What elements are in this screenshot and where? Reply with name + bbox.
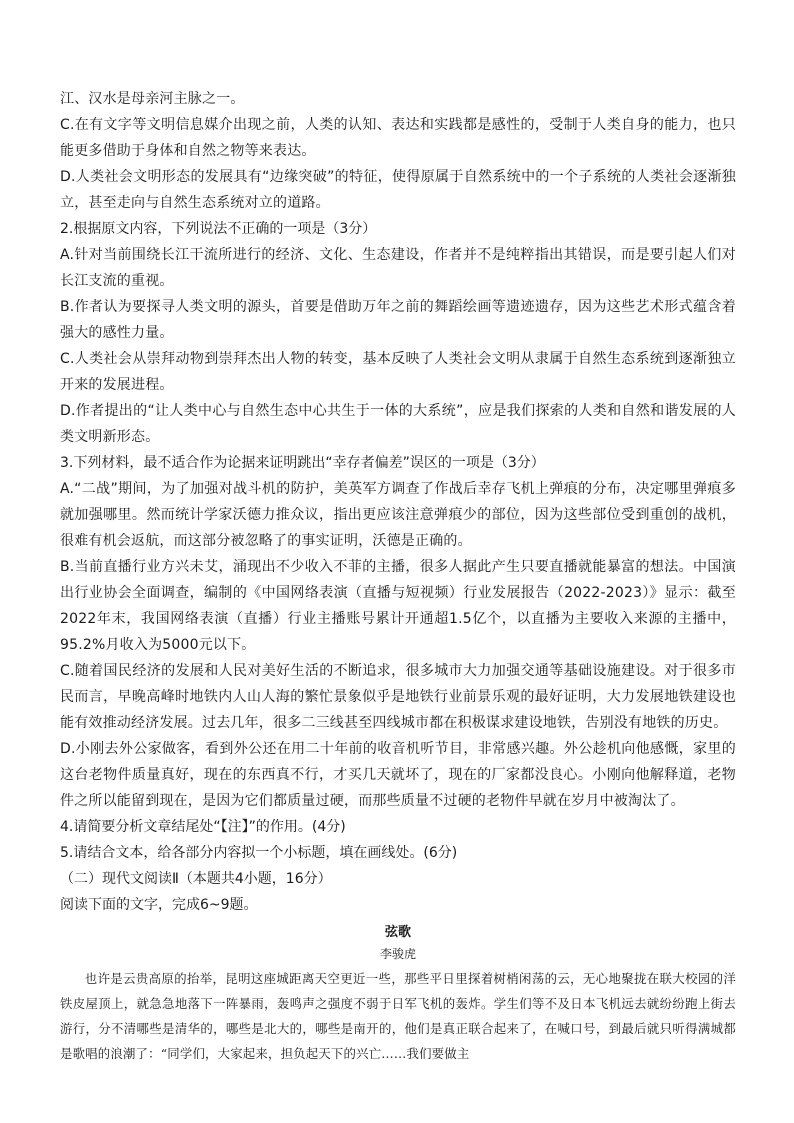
question-5: 5.请结合文本，给各部分内容拟一个小标题，填在画线处。(6分) xyxy=(60,845,458,861)
story-paragraph: 也许是云贵高原的抬举，昆明这座城距离天空更近一些，那些平日里探着树梢闲荡的云，无心地聚拢在联大校园的洋铁皮屋顶上，就急急地落下一阵暴雨，轰鸣声之强度不弱于日军飞机的轰炸。学生们等不及日本飞机远去就纷纷跑上街去游行，分不清哪些是清华的，哪些是北大的，哪些是南开的，他们是真正联合起来了，在喊口号，到最后就只听得满城都是歌唱的浪潮了：“同学们，大家起来，担负起天下的兴亡……我们要做主 xyxy=(60,971,736,1061)
option-b2: B.作者认为要探寻人类文明的源头，首要是借助万年之前的舞蹈绘画等遗迹遗存，因为这些艺术形式蕴含着强大的感性力量。 xyxy=(60,299,736,341)
story-title: 弦歌 xyxy=(384,925,411,940)
question-3: 3.下列材料，最不适合作为论据来证明跳出“幸存者偏差”误区的一项是（3分） xyxy=(60,455,545,471)
option-d1: D.人类社会文明形态的发展具有“边缘突破”的特征，使得原属于自然系统中的一个子系统的人类社会逐渐独立，甚至走向与自然生态系统对立的道路。 xyxy=(60,169,736,211)
option-d3: D.小刚去外公家做客，看到外公还在用二十年前的收音机听节目，非常感兴趣。外公趁机向他感慨，家里的这台老物件质量真好，现在的东西真不行，才买几天就坏了，现在的厂家都没良心。小刚向他解释道，老物件之所以能留到现在，是因为它们都质量过硬，而那些质量不过硬的老物件早就在岁月中被淘汰了。 xyxy=(60,741,736,809)
option-b3: B.当前直播行业方兴未艾，涌现出不少收入不菲的主播，很多人据此产生只要直播就能暴富的想法。中国演出行业协会全面调查，编制的《中国网络表演（直播与短视频）行业发展报告（2022-2023）》显示：截至2022年末，我国网络表演（直播）行业主播账号累计开通超1.5亿个，以直播为主要收入来源的主播中，95.2%月收入为5000元以下。 xyxy=(60,559,736,653)
option-c2: C.人类社会从崇拜动物到崇拜杰出人物的转变，基本反映了人类社会文明从隶属于自然生态系统到逐渐独立开来的发展进程。 xyxy=(60,351,736,393)
story-author: 李骏虎 xyxy=(379,947,416,961)
option-c3: C.随着国民经济的发展和人民对美好生活的不断追求，很多城市大力加强交通等基础设施建设。对于很多市民而言，早晚高峰时地铁内人山人海的繁忙景象似乎是地铁行业前景乐观的最好证明，大力发展地铁建设也能有效推动经济发展。过去几年，很多二三线甚至四线城市都在积极谋求建设地铁，告别没有地铁的历史。 xyxy=(60,663,736,731)
question-2: 2.根据原文内容，下列说法不正确的一项是（3分） xyxy=(60,221,377,237)
section-heading: （二）现代文阅读Ⅱ（本题共4小题，16分） xyxy=(60,871,332,887)
reading-instruction: 阅读下面的文字，完成6~9题。 xyxy=(60,897,258,913)
question-4: 4.请简要分析文章结尾处“【注】”的作用。(4分) xyxy=(60,819,346,835)
option-a2: A.针对当前围绕长江干流所进行的经济、文化、生态建设，作者并不是纯粹指出其错误，而是要引起人们对长江支流的重视。 xyxy=(60,247,736,289)
option-d2: D.作者提出的“让人类中心与自然生态中心共生于一体的大系统”，应是我们探索的人类和自然和谐发展的人类文明新形态。 xyxy=(60,403,736,445)
option-c1: C.在有文字等文明信息媒介出现之前，人类的认知、表达和实践都是感性的，受制于人类自身的能力，也只能更多借助于身体和自然之物等来表达。 xyxy=(60,117,736,159)
option-a3: A.“二战”期间，为了加强对战斗机的防护，美英军方调查了作战后幸存飞机上弹痕的分布，决定哪里弹痕多就加强哪里。然而统计学家沃德力推众议，指出更应该注意弹痕少的部位，因为这些部位受到重创的战机，很难有机会返航，而这部分被忽略了的事实证明，沃德是正确的。 xyxy=(60,481,736,549)
option-b1-continuation: 江、汉水是母亲河主脉之一。 xyxy=(60,91,245,107)
